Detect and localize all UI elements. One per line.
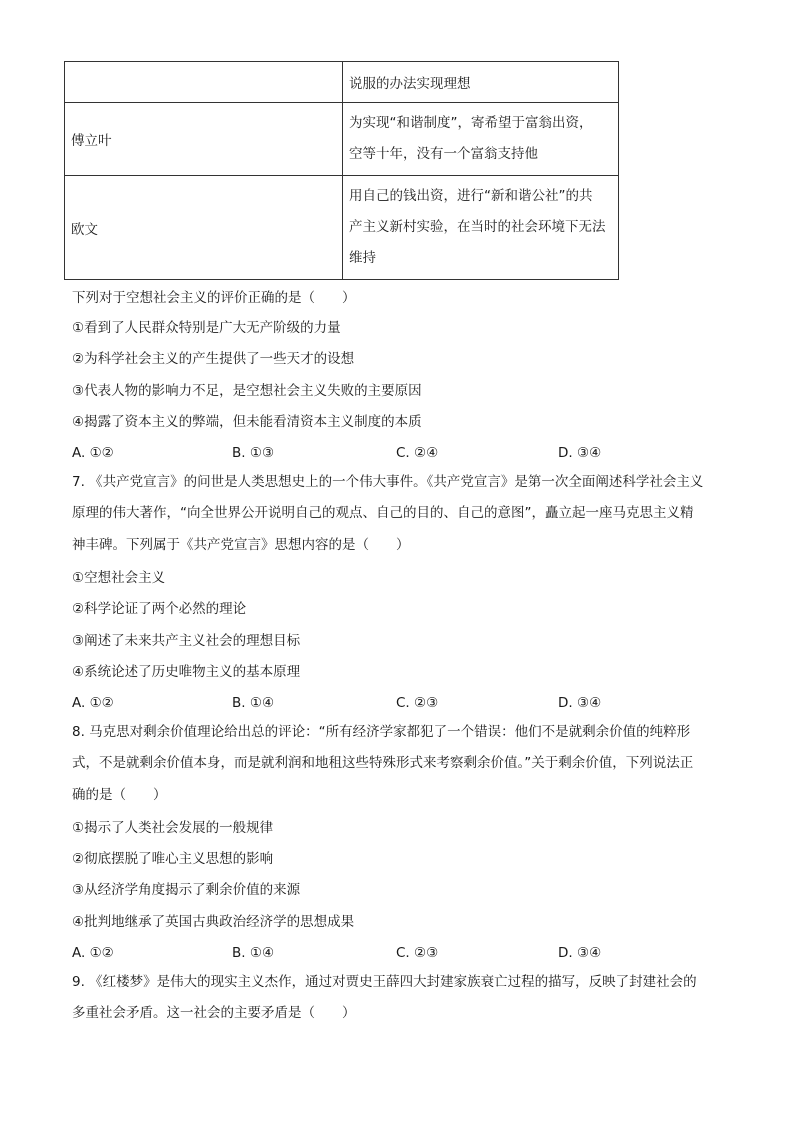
choice-d: D. ③④ — [558, 945, 602, 961]
q7-stem-line: 原理的伟大著作，“向全世界公开说明自己的观点、自己的目的、自己的意图”，矗立起一座马克思主义精 — [72, 505, 694, 522]
choice-a: A. ①② — [72, 945, 114, 961]
comparison-table — [64, 61, 619, 280]
q7-stem — [72, 467, 724, 561]
table-row — [65, 176, 619, 280]
q7-stem-line: 7. 《共产党宣言》的问世是人类思想史上的一个伟大事件。《共产党宣言》是第一次全面阐述科学社会主义 — [72, 474, 704, 490]
choice-a: A. ①② — [72, 445, 114, 461]
q8-item: ①揭示了人类社会发展的一般规律 — [72, 820, 274, 836]
choice-c: C. ②④ — [396, 445, 439, 461]
choice-c: C. ②③ — [396, 945, 439, 961]
q8-choices — [72, 943, 632, 963]
q7-item: ②科学论证了两个必然的理论 — [72, 601, 247, 617]
table-cell-header — [343, 62, 619, 103]
choice-a: A. ①② — [72, 695, 114, 711]
table-row — [65, 103, 619, 176]
choice-b: B. ①③ — [232, 445, 275, 461]
choice-c: C. ②③ — [396, 695, 439, 711]
q7-item: ③阐述了未来共产主义社会的理想目标 — [72, 633, 301, 649]
table-cell-name: 傅立叶 — [65, 103, 343, 176]
q6-item: ①看到了人民群众特别是广大无产阶级的力量 — [72, 320, 341, 336]
q8-stem-line: 式，不是就剩余价值本身，而是就利润和地租这些特殊形式来考察剩余价值。”关于剩余价值，下列说法正 — [72, 755, 694, 772]
choice-d: D. ③④ — [558, 695, 602, 711]
cell-line: 用自己的钱出资，进行“新和谐公社”的共 — [349, 188, 593, 204]
q7-item: ①空想社会主义 — [72, 570, 166, 586]
cell-line: 空等十年，没有一个富翁支持他 — [349, 146, 538, 162]
q9-stem — [72, 967, 724, 1030]
q6-item: ②为科学社会主义的产生提供了一些天才的设想 — [72, 351, 355, 367]
q6-stem: 下列对于空想社会主义的评价正确的是（ ） — [72, 290, 356, 306]
table-header-text: 说服的办法实现理想 — [349, 76, 471, 92]
q7-choices — [72, 693, 632, 713]
q6-item: ③代表人物的影响力不足，是空想社会主义失败的主要原因 — [72, 383, 422, 399]
q8-item: ④批判地继承了英国古典政治经济学的思想成果 — [72, 914, 355, 930]
q7-stem-line: 神丰碑。下列属于《共产党宣言》思想内容的是（ ） — [72, 536, 410, 553]
q9-stem-line: 9. 《红楼梦》是伟大的现实主义杰作，通过对贾史王薛四大封建家族衰亡过程的描写，反映了封建社会的 — [72, 974, 697, 990]
cell-line: 维持 — [349, 250, 376, 266]
q6-item: ④揭露了资本主义的弊端，但未能看清资本主义制度的本质 — [72, 414, 422, 430]
table-cell-name: 欧文 — [65, 176, 343, 280]
q6-choices — [72, 443, 632, 463]
q8-stem — [72, 717, 724, 811]
q8-stem-line: 8. 马克思对剩余价值理论给出总的评论：“所有经济学家都犯了一个错误：他们不是就剩余价值的纯粹形 — [72, 724, 691, 740]
choice-d: D. ③④ — [558, 445, 602, 461]
q8-stem-line: 确的是（ ） — [72, 786, 167, 803]
q9-stem-line: 多重社会矛盾。这一社会的主要矛盾是（ ） — [72, 1005, 356, 1022]
q8-item: ③从经济学角度揭示了剩余价值的来源 — [72, 882, 301, 898]
q8-item: ②彻底摆脱了唯心主义思想的影响 — [72, 851, 274, 867]
table-cell-desc — [343, 176, 619, 280]
cell-line: 为实现“和谐制度”，寄希望于富翁出资， — [349, 115, 593, 131]
table-cell-desc — [343, 103, 619, 176]
choice-b: B. ①④ — [232, 695, 275, 711]
table-row — [65, 62, 619, 103]
cell-line: 产主义新村实验，在当时的社会环境下无法 — [349, 219, 606, 235]
table-cell-empty — [65, 62, 343, 103]
choice-b: B. ①④ — [232, 945, 275, 961]
q7-item: ④系统论述了历史唯物主义的基本原理 — [72, 664, 301, 680]
